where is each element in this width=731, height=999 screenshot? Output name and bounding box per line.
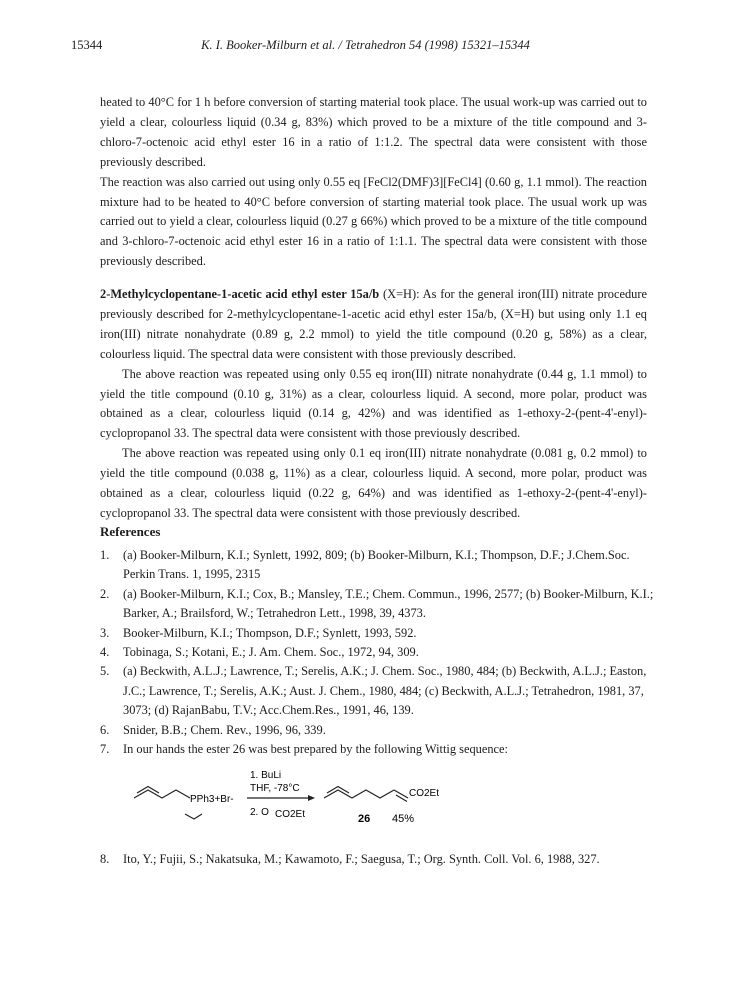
product-alkyl-chain xyxy=(324,790,394,798)
references-heading: References xyxy=(100,524,161,539)
compound-number: 26 xyxy=(358,813,371,825)
paragraph-repeat-01: The above reaction was repeated using only 0.1 eq iron(III) nitrate nonahydrate (0.081 g, 0.2 mmol) to yield the title compound (0.038 g, 11%) as a clear, colourless liquid. A second, more polar, product was obtained as a clear, colourless liquid (0.22 g, 64%) and was identified as 1-ethoxy-2-(pent-4'-enyl)-cyclopropanol 33. The spectral data were consistent with those previously described. xyxy=(100,446,647,520)
reference-text: Tobinaga, S.; Kotani, E.; J. Am. Chem. Soc., 1972, 94, 309. xyxy=(123,645,419,660)
arrow-head xyxy=(308,795,315,801)
reference-text: (a) Booker-Milburn, K.I.; Cox, B.; Mansley, T.E.; Chem. Commun., 1996, 2577; (b) Booker-Milburn, K.I.; Barker, A.; Brailsford, W.; Tetrahedron Lett., 1998, 39, 4373. xyxy=(123,586,654,621)
paragraph-repeat-055: The above reaction was repeated using only 0.55 eq iron(III) nitrate nonahydrate (0.44 g, 1.1 mmol) to yield the title compound (0.10 g, 31%) as a clear, colourless liquid. A second, more polar, product was obtained as a clear, colourless liquid (0.14 g, 42%) and was identified as 1-ethoxy-2-(pent-4'-enyl)-cyclopropanol 33. The spectral data were consistent with those previously described. xyxy=(100,366,647,441)
reference-number: 5. xyxy=(100,664,110,679)
step2-reagent-label: CO2Et xyxy=(275,809,306,820)
running-head: K. I. Booker-Milburn et al. / Tetrahedron 54 (1998) 15321–15344 xyxy=(201,38,530,52)
reference-number: 8. xyxy=(100,852,110,866)
experimental-continued xyxy=(100,93,647,272)
yield-label: 45% xyxy=(392,813,415,825)
reference-text: (a) Beckwith, A.L.J.; Lawrence, T.; Serelis, A.K.; J. Chem. Soc., 1980, 484; (b) Beckwith, A.L.J.; Easton, J.C.; Lawrence, T.; Serelis, A.K.; Aust. J. Chem., 1980, 484; (c) Beckwith, A.L.J.; Tetrahedron, 1981, 37, 3073; (d) RajanBabu, T.V.; Acc.Chem.Res., 1991, 46, 139. xyxy=(123,664,647,718)
reagent-label: PPh3+Br- xyxy=(190,794,234,805)
paragraph-reduced-loading: The reaction was also carried out using only 0.55 eq [FeCl2(DMF)3][FeCl4] (0.60 g, 1.1 mmol). The reaction mixture had to be heated to 40°C before conversion of starting material took place. The usual work up was carried out to yield a clear, colourless liquid (0.27 g 66%) which proved to be a mixture of the title compound and 3-chloro-7-octenoic acid ethyl ester 16 in a ratio of 1:1.1. The spectral data were consistent with those previously described. xyxy=(100,174,647,269)
reference-item xyxy=(100,585,660,624)
product-enoate-double-bond xyxy=(394,790,408,802)
reference-text: (a) Booker-Milburn, K.I.; Synlett, 1992, 809; (b) Booker-Milburn, K.I.; Thompson, D.F.; J.Chem.Soc. Perkin Trans. 1, 1995, 2315 xyxy=(123,548,630,582)
reference-text: Booker-Milburn, K.I.; Thompson, D.F.; Synlett, 1993, 592. xyxy=(123,625,417,640)
reaction-scheme-svg xyxy=(128,762,468,832)
paragraph-main-procedure xyxy=(100,285,647,365)
reagent-aldehyde-bond xyxy=(185,814,202,819)
reference-number: 3. xyxy=(100,625,110,640)
page-number: 15344 xyxy=(71,38,103,52)
compound-section xyxy=(100,285,647,524)
compound-heading: 2-Methylcyclopentane-1-acetic acid ethyl ester 15a/b xyxy=(100,287,380,301)
conditions-label: THF, -78°C xyxy=(250,783,300,794)
reference-item xyxy=(100,624,660,643)
reference-number: 7. xyxy=(100,742,110,757)
wittig-scheme xyxy=(128,762,468,837)
reactant-alkene-chain xyxy=(134,790,190,798)
reference-number: 1. xyxy=(100,548,110,562)
reference-text: Ito, Y.; Fujii, S.; Nakatsuka, M.; Kawamoto, F.; Saegusa, T.; Org. Synth. Coll. Vol. 6, 1988, 327. xyxy=(123,852,600,866)
step1-label: 1. BuLi xyxy=(250,770,282,781)
product-ester-label: CO2Et xyxy=(409,788,440,799)
reference-number: 4. xyxy=(100,645,110,660)
reference-item xyxy=(100,850,660,869)
reference-item xyxy=(100,721,660,740)
reference-item xyxy=(100,643,660,662)
reference-text: Snider, B.B.; Chem. Rev., 1996, 96, 339. xyxy=(123,722,326,737)
reference-item xyxy=(100,546,660,585)
reference-item xyxy=(100,740,660,759)
paragraph-continued: heated to 40°C for 1 h before conversion of starting material took place. The usual work-up was carried out to yield a clear, colourless liquid (0.34 g, 83%) which proved to be a mixture of the title compound and 3-chloro-7-octenoic acid ethyl ester 16 in a ratio of 1:1.2. The spectral data were consistent with those previously described. xyxy=(100,95,647,169)
reference-item xyxy=(100,662,660,720)
reference-number: 2. xyxy=(100,586,110,601)
reference-number: 6. xyxy=(100,722,110,737)
reference-text: In our hands the ester 26 was best prepared by the following Wittig sequence: xyxy=(123,742,508,757)
procedure-text: (X=H): As for the general iron(III) nitrate procedure previously described for 2-methylcyclopentane-1-acetic acid ethyl ester 15a/b, (X=H) but using only 1.1 eq iron(III) nitrate nonahydrate (0.89 g, 2.2 mmol) to yield the title compound (0.20 g, 58%) as a clear, colourless liquid. The spectral data were consistent with those previously described. xyxy=(100,287,647,361)
reference-list xyxy=(100,546,660,759)
step2-prefix-label: 2. O xyxy=(250,807,269,818)
